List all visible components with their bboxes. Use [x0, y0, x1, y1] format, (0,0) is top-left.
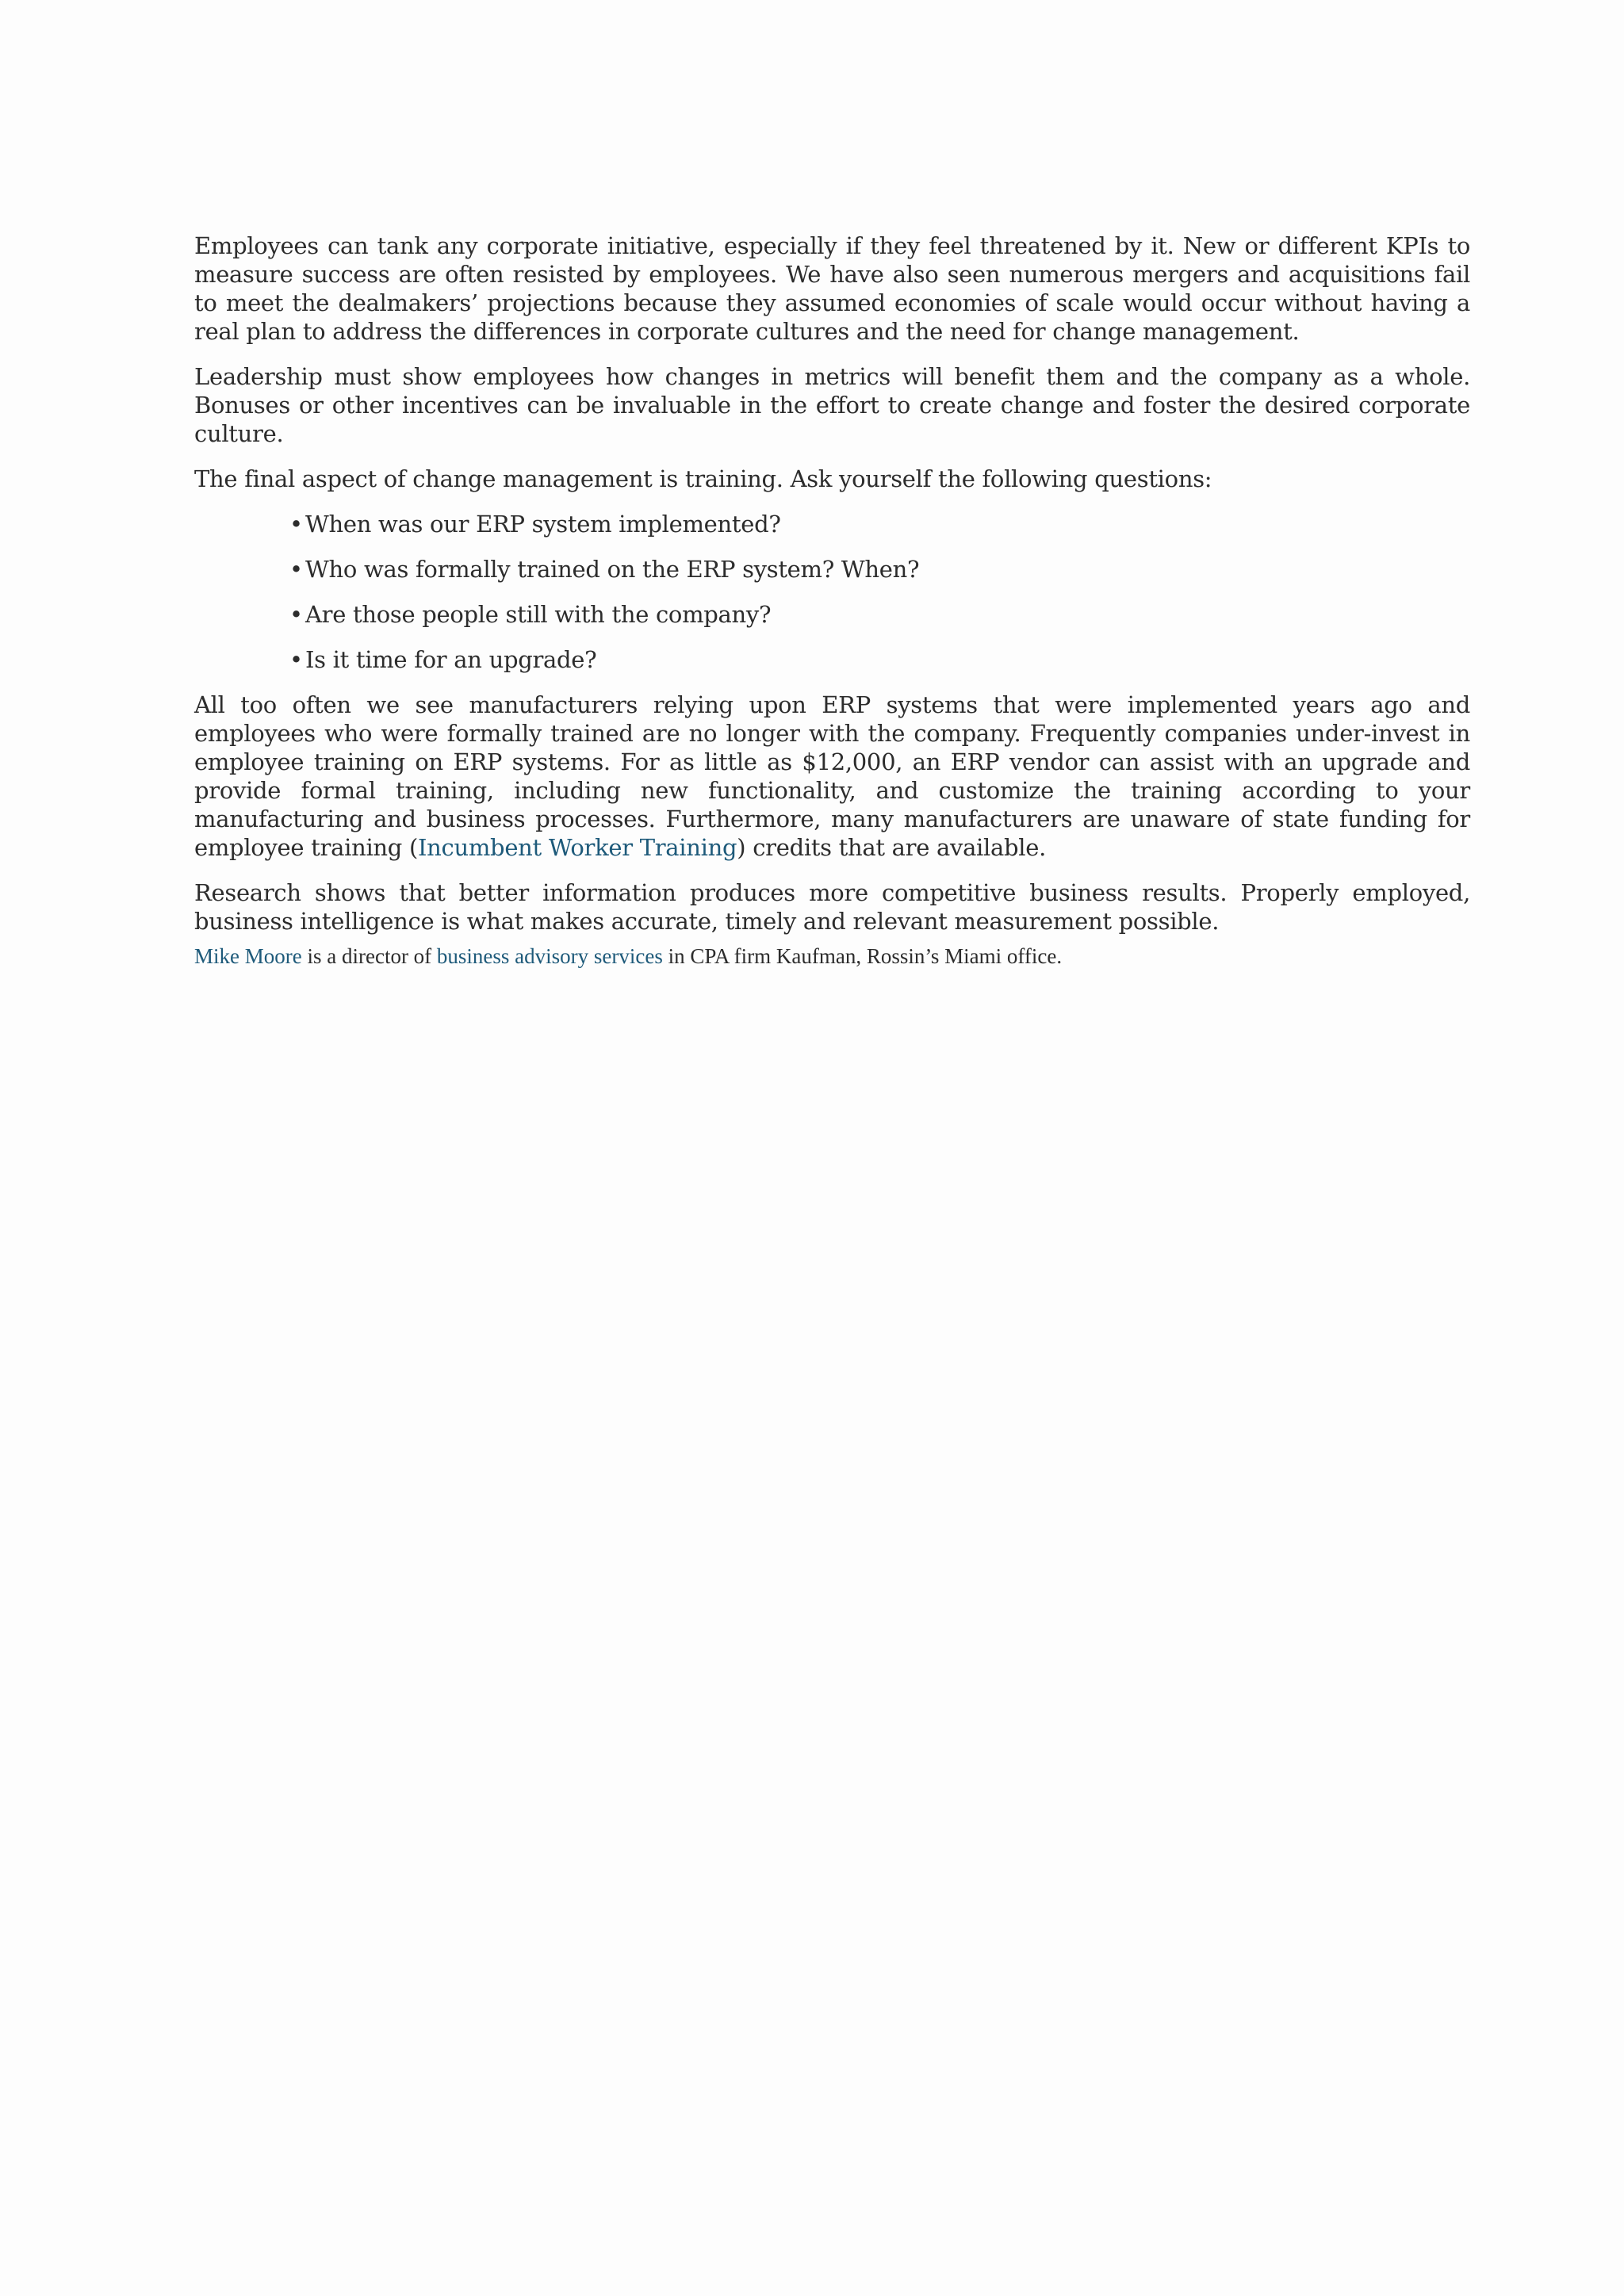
incumbent-worker-training-link[interactable]: Incumbent Worker Training [418, 834, 737, 861]
list-item-text: Is it time for an upgrade? [305, 646, 597, 673]
article-body [194, 232, 1470, 952]
paragraph-erp-training [194, 691, 1470, 862]
list-item-text: Who was formally trained on the ERP system? When? [305, 556, 920, 583]
bio-text: in CPA firm Kaufman, Rossin’s Miami office. [662, 944, 1063, 968]
bio-text: is a director of [301, 944, 437, 968]
paragraph-text: ) credits that are available. [737, 834, 1047, 861]
training-questions-list [194, 510, 1470, 674]
list-item [289, 645, 1470, 674]
business-advisory-services-link[interactable]: business advisory services [436, 944, 663, 968]
bullet-icon: • [289, 601, 303, 628]
bullet-icon: • [289, 556, 303, 583]
paragraph-text: All too often we see manufacturers relying upon ERP systems that were implemented years ago and employees who were formally trained are no longer with the company. Frequently companies under-invest in employee training on ERP systems. For as little as $12,000, an ERP vendor can assist with an upgrade and provide formal training, including new functionality, and customize the training according to your manufacturing and business processes. Furthermore, many manufacturers are unaware of state funding for employee training ( [194, 691, 1470, 861]
author-bio [194, 943, 1470, 970]
paragraph-research: Research shows that better information produces more competitive business results. Properly employed, business intelligence is what makes accurate, timely and relevant measurement possible. [194, 879, 1470, 935]
paragraph-change-resistance: Employees can tank any corporate initiative, especially if they feel threatened by it. New or different KPIs to measure success are often resisted by employees. We have also seen numerous mergers and acquisitions fail to meet the dealmakers’ projections because they assumed economies of scale would occur without having a real plan to address the differences in corporate cultures and the need for change management. [194, 232, 1470, 345]
paragraph-training-intro: The final aspect of change management is training. Ask yourself the following questions: [194, 465, 1212, 492]
bullet-icon: • [289, 646, 303, 673]
bullet-icon: • [289, 511, 303, 538]
list-item [289, 555, 1470, 584]
list-item-text: When was our ERP system implemented? [305, 511, 781, 538]
author-name-link[interactable]: Mike Moore [194, 944, 302, 968]
list-item [289, 510, 1470, 538]
paragraph-leadership: Leadership must show employees how changes in metrics will benefit them and the company as a whole. Bonuses or other incentives can be invaluable in the effort to create change and foster the desired corporate culture. [194, 363, 1470, 447]
list-item-text: Are those people still with the company? [305, 601, 772, 628]
list-item [289, 600, 1470, 629]
